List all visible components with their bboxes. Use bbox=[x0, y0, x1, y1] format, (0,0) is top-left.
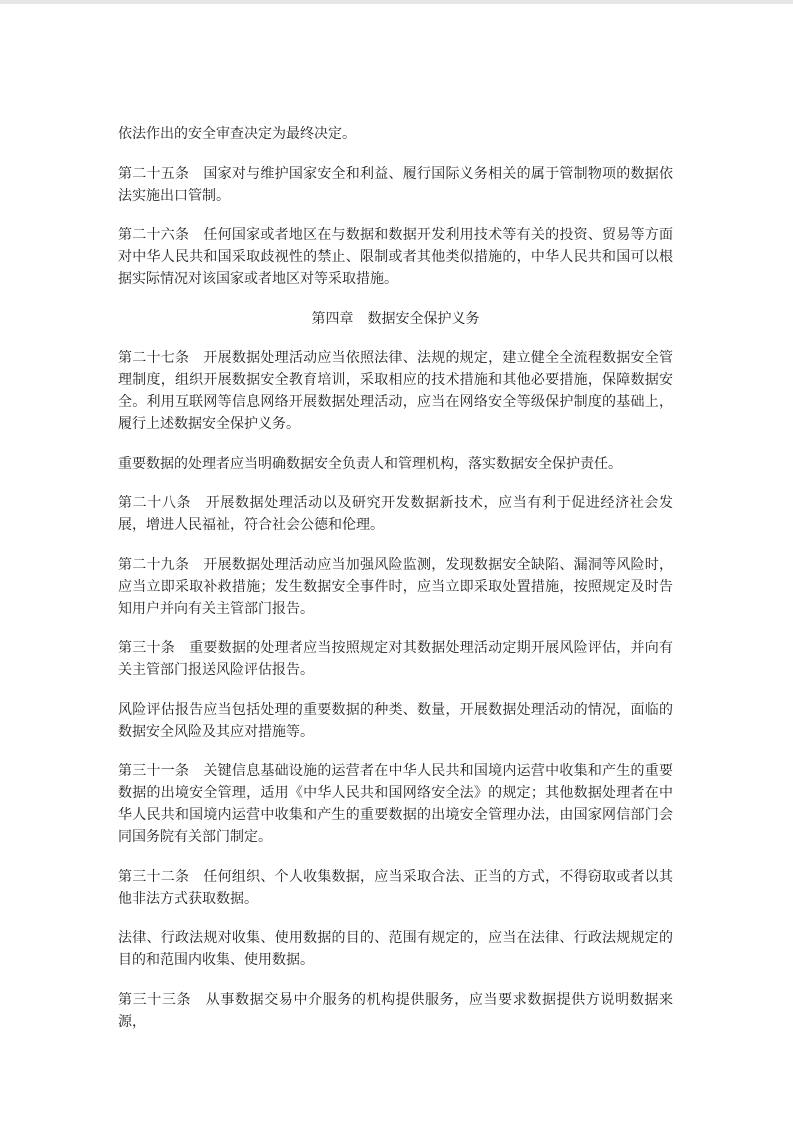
legal-paragraph-article-26: 第二十六条 任何国家或者地区在与数据和数据开发利用技术等有关的投资、贸易等方面对中华人民共和国采取歧视性的禁止、限制或者其他类似措施的，中华人民共和国可以根据实际情况对该国家或者地区对等采取措施。 bbox=[118, 228, 673, 287]
legal-paragraph-article-28: 第二十八条 开展数据处理活动以及研究开发数据新技术，应当有利于促进经济社会发展，增进人民福祉，符合社会公德和伦理。 bbox=[118, 496, 673, 533]
legal-paragraph-article-29: 第二十九条 开展数据处理活动应当加强风险监测，发现数据安全缺陷、漏洞等风险时，应当立即采取补救措施；发生数据安全事件时，应当立即采取处置措施，按照规定及时告知用户并向有关主管部门报告。 bbox=[118, 557, 673, 617]
legal-paragraph-article-31: 第三十一条 关键信息基础设施的运营者在中华人民共和国境内运营中收集和产生的重要数据的出境安全管理，适用《中华人民共和国网络安全法》的规定；其他数据处理者在中华人民共和国境内运营中收集和产生的重要数据的出境安全管理办法，由国家网信部门会同国务院有关部门制定。 bbox=[118, 764, 673, 845]
legal-paragraph-article-30: 第三十条 重要数据的处理者应当按照规定对其数据处理活动定期开展风险评估，并向有关主管部门报送风险评估报告。 bbox=[118, 641, 673, 678]
legal-paragraph-article-25: 第二十五条 国家对与维护国家安全和利益、履行国际义务相关的属于管制物项的数据依法实施出口管制。 bbox=[118, 166, 673, 204]
document-body bbox=[118, 124, 673, 1051]
legal-paragraph-article-27b: 重要数据的处理者应当明确数据安全负责人和管理机构，落实数据安全保护责任。 bbox=[118, 456, 622, 472]
legal-paragraph-article-27: 第二十七条 开展数据处理活动应当依照法律、法规的规定，建立健全全流程数据安全管理制度，组织开展数据安全教育培训，采取相应的技术措施和其他必要措施，保障数据安全。利用互联网等信息网络开展数据处理活动，应当在网络安全等级保护制度的基础上，履行上述数据安全保护义务。 bbox=[118, 351, 673, 432]
page-top-edge bbox=[0, 0, 793, 4]
chapter-heading: 第四章 数据安全保护义务 bbox=[311, 311, 480, 327]
legal-paragraph-continuation: 依法作出的安全审查决定为最终决定。 bbox=[118, 127, 356, 142]
legal-paragraph-article-32: 第三十二条 任何组织、个人收集数据，应当采取合法、正当的方式，不得窃取或者以其他非法方式获取数据。 bbox=[118, 869, 673, 907]
legal-paragraph-article-32b: 法律、行政法规对收集、使用数据的目的、范围有规定的，应当在法律、行政法规规定的目的和范围内收集、使用数据。 bbox=[118, 931, 673, 968]
legal-paragraph-article-33: 第三十三条 从事数据交易中介服务的机构提供服务，应当要求数据提供方说明数据来源， bbox=[118, 992, 673, 1030]
legal-paragraph-article-30b: 风险评估报告应当包括处理的重要数据的种类、数量，开展数据处理活动的情况，面临的数据安全风险及其应对措施等。 bbox=[118, 702, 673, 740]
